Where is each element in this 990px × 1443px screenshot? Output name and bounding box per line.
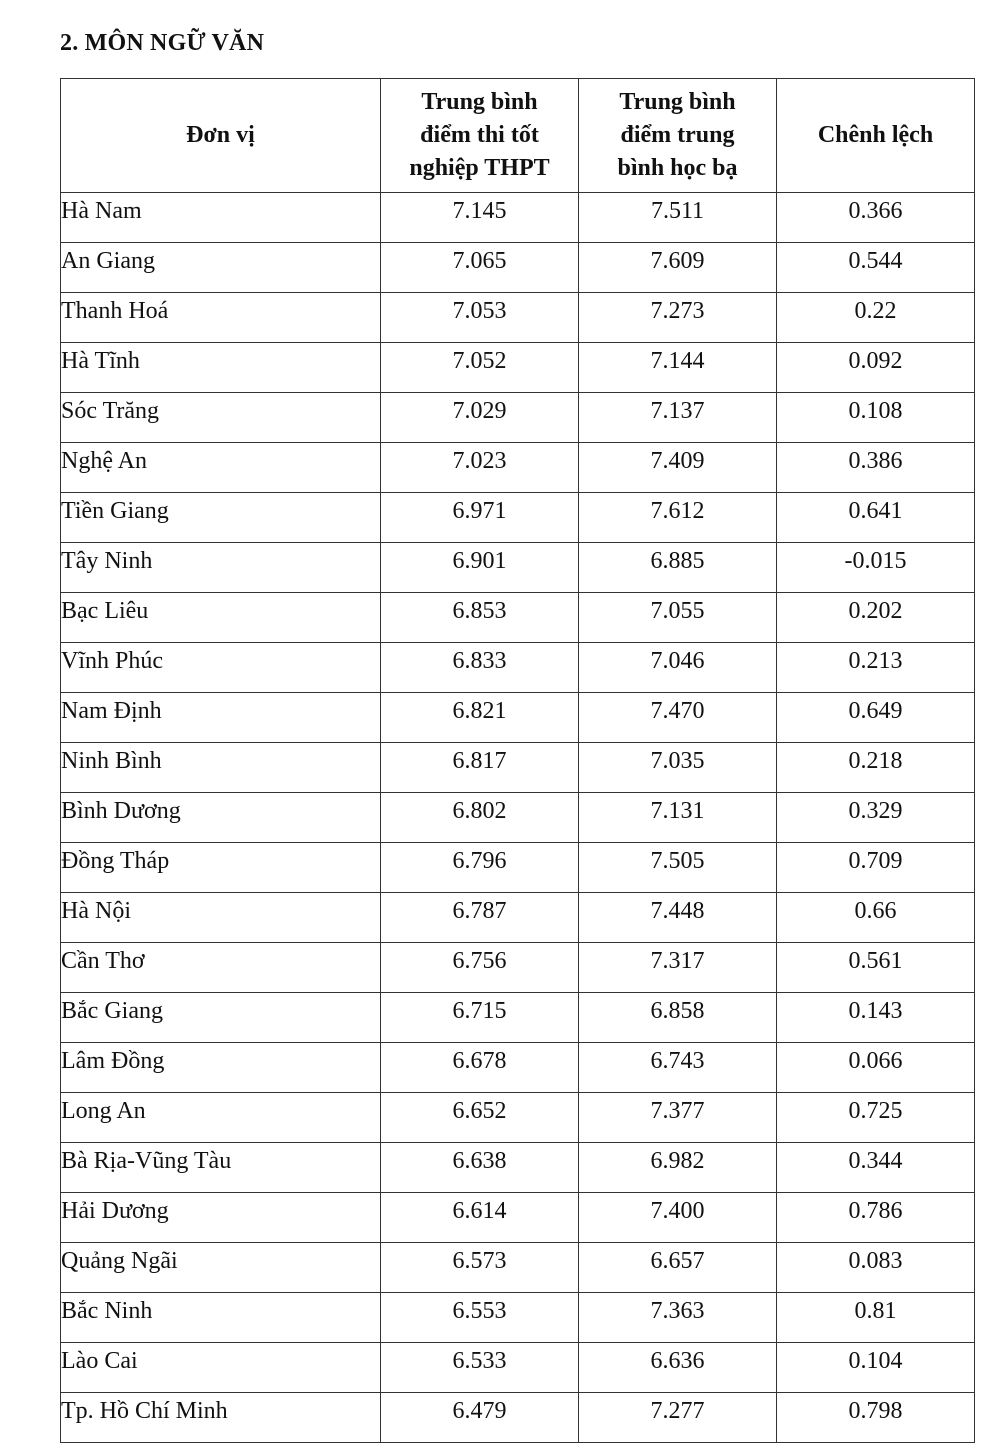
cell-difference: 0.22 [777,293,975,343]
cell-exam-score: 7.052 [381,343,579,393]
table-row [61,1143,975,1193]
table-row [61,693,975,743]
cell-exam-score: 6.479 [381,1393,579,1443]
cell-difference: 0.083 [777,1243,975,1293]
cell-transcript-score: 7.137 [579,393,777,443]
table-row [61,1293,975,1343]
cell-unit: An Giang [61,243,381,293]
cell-transcript-score: 6.858 [579,993,777,1043]
cell-exam-score: 7.029 [381,393,579,443]
cell-unit: Bà Rịa-Vũng Tàu [61,1143,381,1193]
cell-unit: Nghệ An [61,443,381,493]
cell-difference: 0.386 [777,443,975,493]
cell-exam-score: 6.821 [381,693,579,743]
table-row [61,943,975,993]
cell-difference: 0.202 [777,593,975,643]
cell-unit: Bạc Liêu [61,593,381,643]
cell-exam-score: 6.638 [381,1143,579,1193]
table-row [61,1343,975,1393]
table-row [61,593,975,643]
cell-transcript-score: 7.046 [579,643,777,693]
cell-difference: 0.798 [777,1393,975,1443]
cell-difference: 0.108 [777,393,975,443]
cell-difference: 0.344 [777,1143,975,1193]
header-avg-exam-score: Trung bình điểm thi tốt nghiệp THPT [381,79,579,193]
cell-unit: Quảng Ngãi [61,1243,381,1293]
cell-difference: 0.709 [777,843,975,893]
cell-difference: 0.066 [777,1043,975,1093]
table-row [61,193,975,243]
cell-difference: 0.641 [777,493,975,543]
cell-unit: Lâm Đồng [61,1043,381,1093]
cell-transcript-score: 6.982 [579,1143,777,1193]
cell-unit: Nam Định [61,693,381,743]
cell-difference: 0.143 [777,993,975,1043]
table-row [61,243,975,293]
cell-difference: 0.66 [777,893,975,943]
cell-transcript-score: 7.400 [579,1193,777,1243]
cell-unit: Ninh Bình [61,743,381,793]
cell-difference: 0.218 [777,743,975,793]
table-row [61,793,975,843]
cell-unit: Cần Thơ [61,943,381,993]
cell-difference: 0.81 [777,1293,975,1343]
cell-exam-score: 6.553 [381,1293,579,1343]
cell-difference: 0.213 [777,643,975,693]
cell-exam-score: 7.065 [381,243,579,293]
cell-exam-score: 6.971 [381,493,579,543]
cell-transcript-score: 7.612 [579,493,777,543]
cell-difference: 0.366 [777,193,975,243]
cell-difference: 0.725 [777,1093,975,1143]
cell-transcript-score: 6.636 [579,1343,777,1393]
cell-unit: Tây Ninh [61,543,381,593]
cell-transcript-score: 7.131 [579,793,777,843]
cell-difference: 0.649 [777,693,975,743]
cell-unit: Bắc Ninh [61,1293,381,1343]
cell-difference: 0.092 [777,343,975,393]
cell-transcript-score: 6.743 [579,1043,777,1093]
cell-transcript-score: 7.470 [579,693,777,743]
cell-transcript-score: 7.055 [579,593,777,643]
table-row [61,843,975,893]
cell-unit: Thanh Hoá [61,293,381,343]
table-row [61,1393,975,1443]
cell-transcript-score: 7.317 [579,943,777,993]
cell-exam-score: 7.023 [381,443,579,493]
table-row [61,293,975,343]
cell-transcript-score: 7.448 [579,893,777,943]
cell-unit: Đồng Tháp [61,843,381,893]
cell-exam-score: 6.787 [381,893,579,943]
table-row [61,743,975,793]
header-avg-transcript-score: Trung bình điểm trung bình học bạ [579,79,777,193]
cell-difference: 0.544 [777,243,975,293]
cell-transcript-score: 7.511 [579,193,777,243]
table-row [61,643,975,693]
cell-exam-score: 7.053 [381,293,579,343]
cell-difference: 0.104 [777,1343,975,1393]
cell-transcript-score: 7.144 [579,343,777,393]
table-row [61,1093,975,1143]
cell-unit: Vĩnh Phúc [61,643,381,693]
cell-difference: 0.786 [777,1193,975,1243]
cell-transcript-score: 7.609 [579,243,777,293]
table-row [61,1193,975,1243]
table-row [61,993,975,1043]
cell-transcript-score: 7.273 [579,293,777,343]
cell-unit: Bình Dương [61,793,381,843]
cell-difference: 0.561 [777,943,975,993]
header-don-vi: Đơn vị [61,79,381,193]
table-row [61,1243,975,1293]
cell-transcript-score: 7.505 [579,843,777,893]
cell-unit: Hà Nam [61,193,381,243]
table-row [61,343,975,393]
cell-transcript-score: 7.035 [579,743,777,793]
cell-exam-score: 6.678 [381,1043,579,1093]
cell-unit: Lào Cai [61,1343,381,1393]
cell-exam-score: 6.833 [381,643,579,693]
cell-unit: Bắc Giang [61,993,381,1043]
table-row [61,1043,975,1093]
cell-exam-score: 6.802 [381,793,579,843]
cell-transcript-score: 6.657 [579,1243,777,1293]
cell-exam-score: 6.817 [381,743,579,793]
cell-unit: Hải Dương [61,1193,381,1243]
cell-exam-score: 6.853 [381,593,579,643]
cell-transcript-score: 6.885 [579,543,777,593]
cell-transcript-score: 7.409 [579,443,777,493]
cell-exam-score: 6.573 [381,1243,579,1293]
cell-exam-score: 6.614 [381,1193,579,1243]
cell-unit: Long An [61,1093,381,1143]
cell-transcript-score: 7.363 [579,1293,777,1343]
table-header-row [61,79,975,193]
table-row [61,393,975,443]
score-table [60,78,975,1443]
table-row [61,893,975,943]
cell-unit: Tp. Hồ Chí Minh [61,1393,381,1443]
cell-exam-score: 6.652 [381,1093,579,1143]
header-difference: Chênh lệch [777,79,975,193]
cell-exam-score: 6.756 [381,943,579,993]
cell-unit: Sóc Trăng [61,393,381,443]
cell-difference: -0.015 [777,543,975,593]
section-heading: 2. MÔN NGỮ VĂN [60,30,265,56]
cell-unit: Tiền Giang [61,493,381,543]
cell-exam-score: 7.145 [381,193,579,243]
table-row [61,443,975,493]
table-row [61,543,975,593]
cell-difference: 0.329 [777,793,975,843]
cell-transcript-score: 7.377 [579,1093,777,1143]
table-row [61,493,975,543]
cell-exam-score: 6.533 [381,1343,579,1393]
cell-exam-score: 6.901 [381,543,579,593]
cell-unit: Hà Tĩnh [61,343,381,393]
cell-exam-score: 6.715 [381,993,579,1043]
cell-unit: Hà Nội [61,893,381,943]
cell-exam-score: 6.796 [381,843,579,893]
cell-transcript-score: 7.277 [579,1393,777,1443]
